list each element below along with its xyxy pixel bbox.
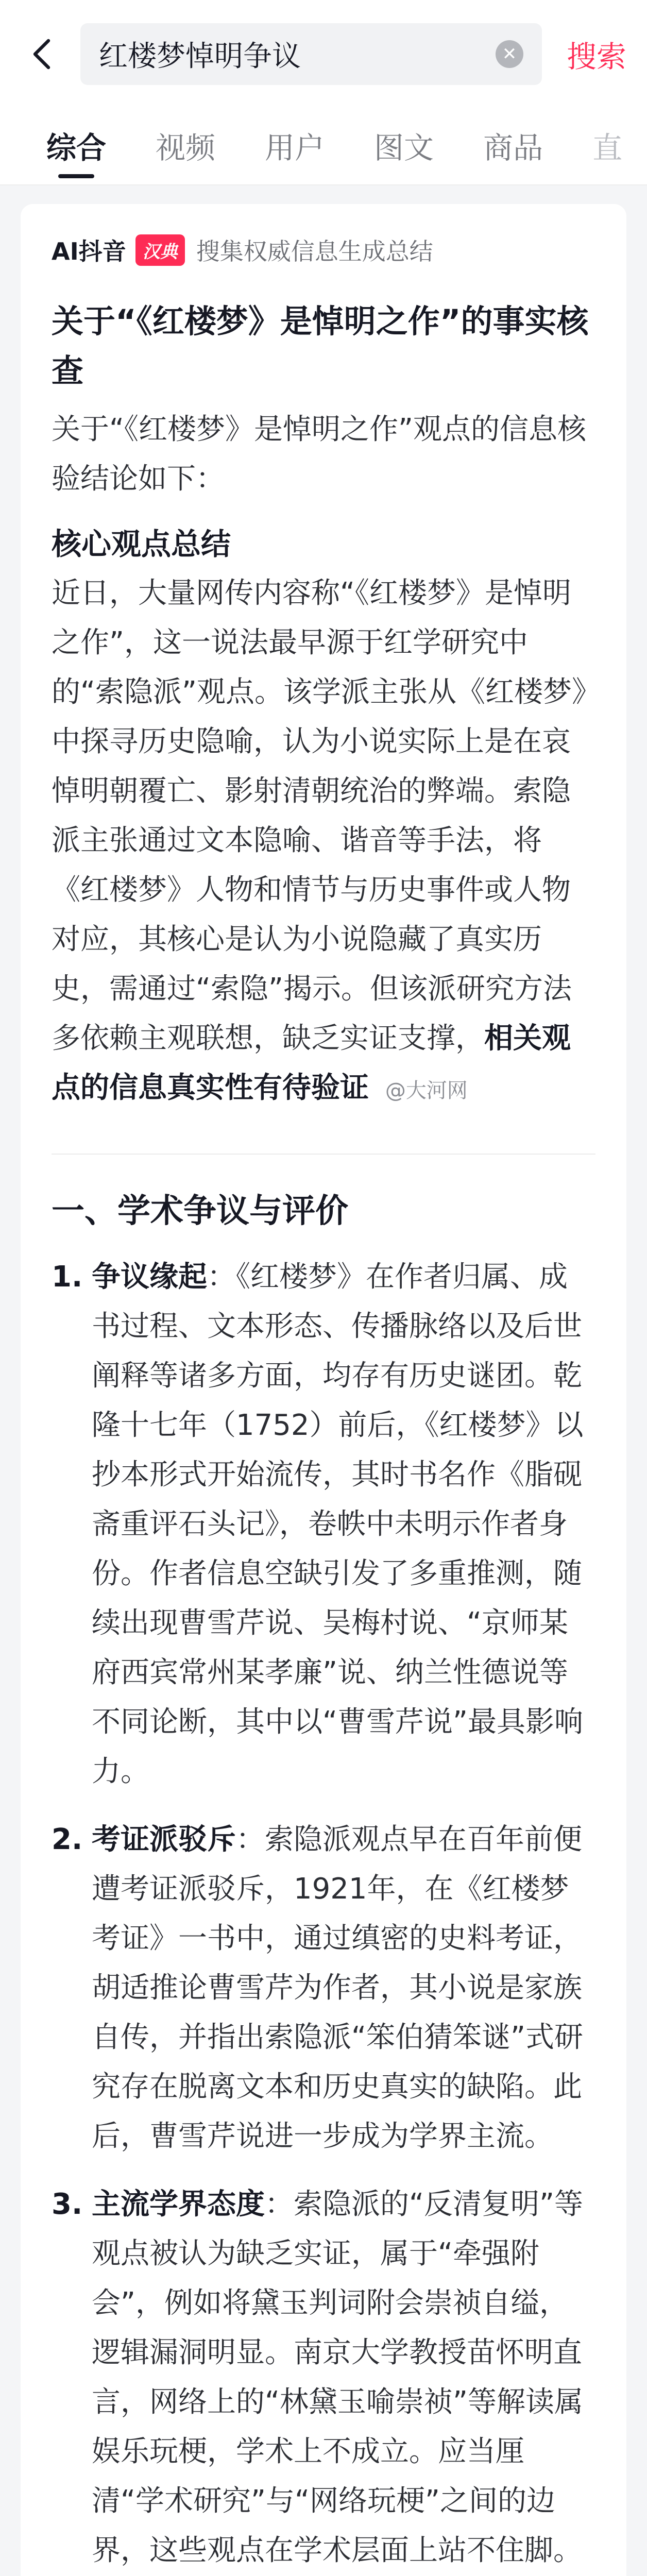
list-item <box>52 1815 595 2161</box>
item-text: ：索隐派的“反清复明”等观点被认为缺乏实证，属于“牵强附会”，例如将黛玉判词附会崇祯自缢，逻辑漏洞明显。南京大学教授苗怀明直言，网络上的“林黛玉喻崇祯”等解读属娱乐玩梗，学术上不成立。应当厘清“学术研究”与“网络玩梗”之间的边界，这些观点在学术层面上站不住脚。 <box>92 2188 584 2567</box>
core-paragraph <box>52 569 595 1115</box>
search-input[interactable] <box>99 38 496 71</box>
tab-comprehensive[interactable]: 综合 <box>46 124 106 184</box>
item-number: 1. <box>52 1260 83 1294</box>
article-title: 关于“《红楼梦》是悼明之作”的事实核查 <box>52 302 589 389</box>
article-intro: 关于“《红楼梦》是悼明之作”观点的信息核验结论如下： <box>52 413 587 496</box>
item-label: 考证派驳斥 <box>92 1823 236 1856</box>
source-tag[interactable]: @大河网 <box>385 1079 468 1103</box>
ai-logo: AI抖音 <box>52 238 126 265</box>
item-number: 3. <box>52 2188 83 2221</box>
list-item <box>52 2180 595 2576</box>
item-label: 争议缘起 <box>92 1260 207 1294</box>
divider <box>52 1154 595 1155</box>
clear-circle-icon[interactable]: ✕ <box>496 40 523 68</box>
core-text: 近日，大量网传内容称“《红楼梦》是悼明之作”，这一说法最早源于红学研究中的“索隐派”观点。该学派主张从《红楼梦》中探寻历史隐喻，认为小说实际上是在哀悼明朝覆亡、影射清朝统治的弊端。索隐派主张通过文本隐喻、谐音等手法，将《红楼梦》人物和情节与历史事件或人物对应，其核心是认为小说隐藏了真实历史，需通过“索隐”揭示。但该派研究方法多依赖主观联想，缺乏实证支撑， <box>52 577 587 1055</box>
core-heading: 核心观点总结 <box>52 527 231 562</box>
ai-summary-card <box>21 204 626 2576</box>
item-text: ：索隐派观点早在百年前便遭考证派驳斥，1921年，在《红楼梦考证》一书中，通过缜密的史料考证，胡适推论曹雪芹为作者，其小说是家族自传，并指出索隐派“笨伯猜笨谜”式研究存在脱离文本和历史真实的缺陷。此后，曹雪芹说进一步成为学界主流。 <box>92 1823 584 2153</box>
tab-live[interactable]: 直 <box>592 130 623 165</box>
ai-subtitle: 搜集权威信息生成总结 <box>196 238 433 265</box>
section-1-list <box>52 1252 595 2576</box>
result-tabs <box>0 108 647 185</box>
tab-goods[interactable]: 商品 <box>483 130 543 165</box>
back-arrow-icon[interactable] <box>21 33 62 75</box>
item-number: 2. <box>52 1823 83 1856</box>
tab-image-text[interactable]: 图文 <box>374 130 434 165</box>
item-text: ：《红楼梦》在作者归属、成书过程、文本形态、传播脉络以及后世阐释等诸多方面，均存有历史谜团。乾隆十七年（1752）前后，《红楼梦》以抄本形式开始流传，其时书名作《脂砚斋重评石头记》，卷帙中未明示作者身份。作者信息空缺引发了多重推测，随续出现曹雪芹说、吴梅村说、“京师某府西宾常州某孝廉”说、纳兰性德说等不同论断，其中以“曹雪芹说”最具影响力。 <box>92 1260 584 1788</box>
search-button[interactable]: 搜索 <box>566 39 626 74</box>
item-label: 主流学界态度 <box>92 2188 265 2221</box>
tab-video[interactable]: 视频 <box>156 130 216 165</box>
core-strong: 相关观点的信息真实性有待验证 <box>52 1022 571 1105</box>
tab-user[interactable]: 用户 <box>265 130 325 165</box>
list-item <box>52 1252 595 1797</box>
ai-badge: 汉典 <box>135 234 185 266</box>
section-heading-1: 一、学术争议与评价 <box>52 1192 348 1230</box>
ai-summary-header <box>52 232 595 268</box>
search-box[interactable] <box>80 23 542 85</box>
search-header <box>0 0 647 108</box>
